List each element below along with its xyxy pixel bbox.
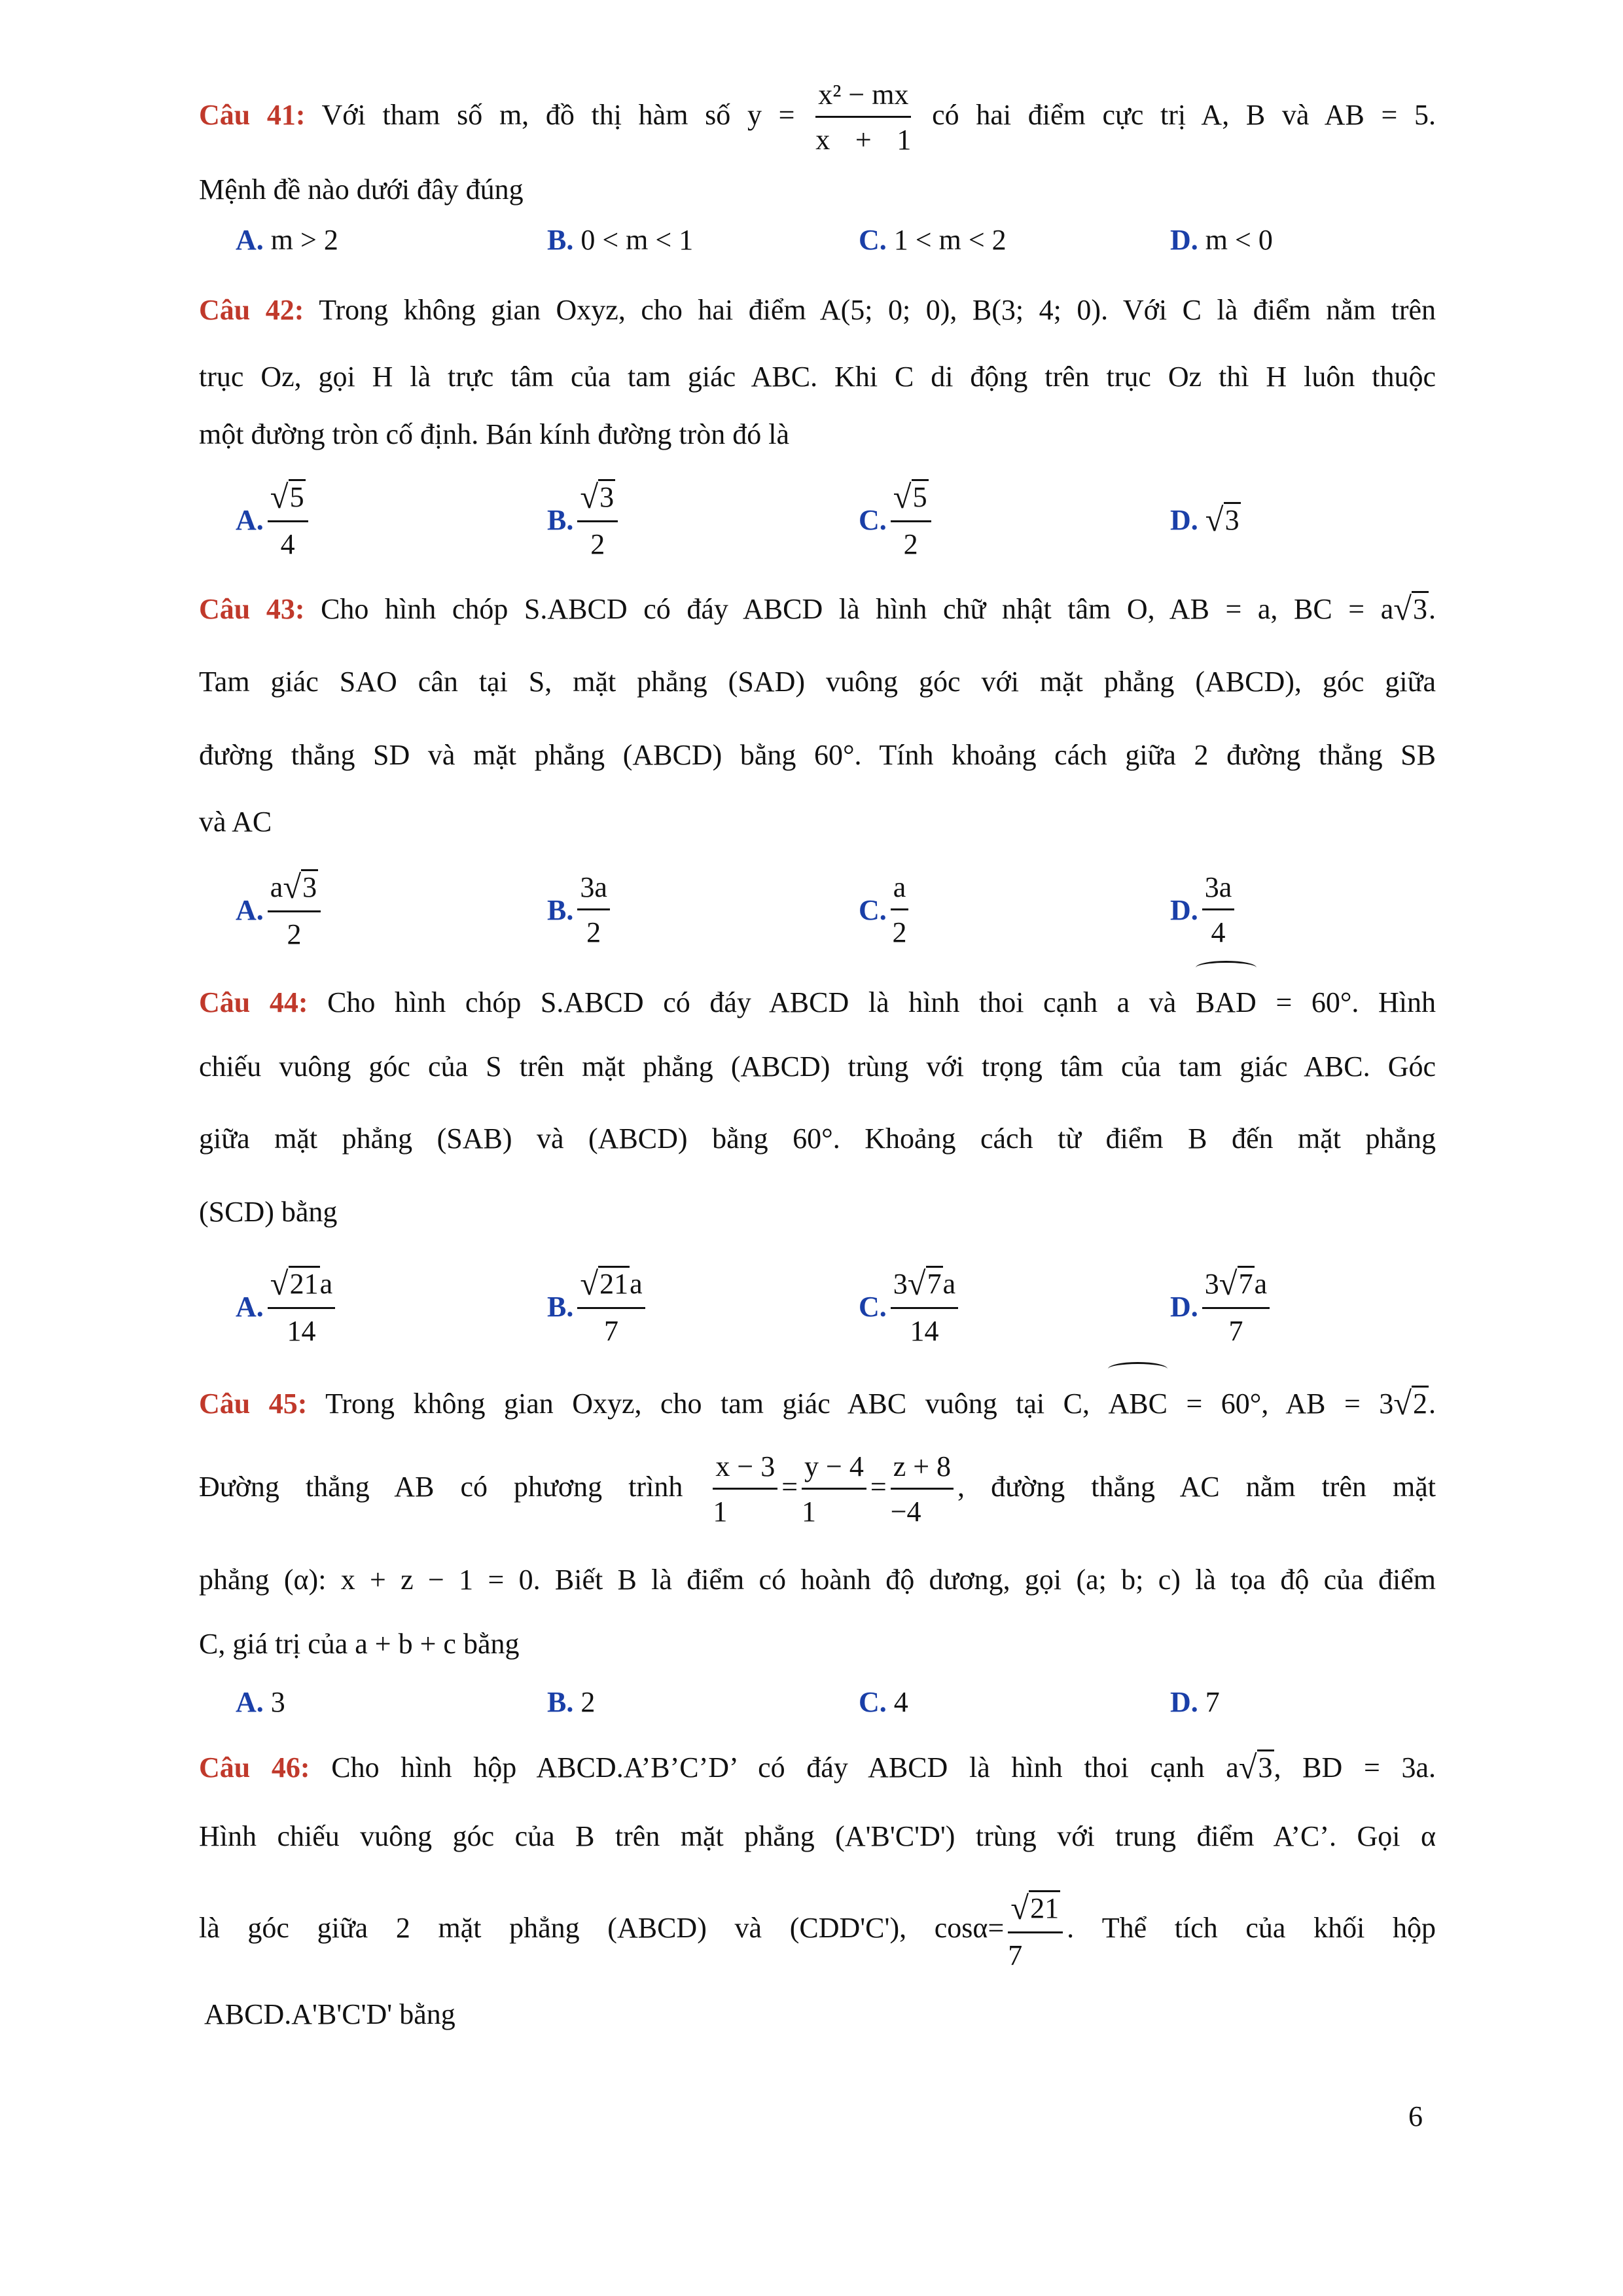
option-fraction: $\frac{3a}{2}$	[577, 873, 610, 947]
q45-label: Câu 45:	[199, 1388, 308, 1420]
option-fraction: $\frac{a√3}{2}$	[268, 870, 321, 949]
q45-eq-frac-x: $\frac{x - 3}{1}$	[713, 1452, 777, 1526]
q44-options	[236, 1261, 1446, 1352]
q42-line2: trục Oz, gọi H là trực tâm của tam giác ABC. Khi C di động trên trục Oz thì H luôn thuộc	[199, 361, 1436, 393]
q42-option-a[interactable]	[236, 474, 312, 565]
q42-options	[236, 474, 1446, 565]
q41-text-2: có hai điểm cực trị A, B và AB = 5.	[932, 99, 1436, 131]
q46-line1	[199, 1734, 1436, 1800]
option-letter: C.	[859, 1685, 887, 1718]
q45-line1-text: Trong không gian Oxyz, cho tam giác ABC vuông tại C, ABC = 60°, AB = 3√2.	[325, 1388, 1436, 1420]
q44-line3: giữa mặt phẳng (SAB) và (ABCD) bằng 60°. Khoảng cách từ điểm B đến mặt phẳng	[199, 1122, 1436, 1155]
q42-option-c[interactable]	[859, 474, 935, 565]
q46-line1-text: Cho hình hộp ABCD.A’B’C’D’ có đáy ABCD là hình thoi cạnh a√3, BD = 3a.	[331, 1749, 1436, 1785]
q43-option-c[interactable]	[859, 864, 912, 956]
option-text: 2	[580, 1685, 596, 1718]
q42-line1-text: Trong không gian Oxyz, cho hai điểm A(5; 0; 0), B(3; 4; 0). Với C là điểm nằm trên	[319, 294, 1436, 326]
denominator: 2	[590, 528, 605, 560]
q43-option-b[interactable]	[547, 864, 614, 956]
option-letter: D.	[1170, 223, 1198, 256]
q44-line4: (SCD) bằng	[199, 1196, 338, 1228]
option-text: 0 < m < 1	[580, 223, 694, 256]
option-letter: A.	[236, 223, 264, 256]
denominator: 4	[280, 528, 295, 560]
denominator: 2	[903, 528, 918, 560]
q45-line1	[199, 1371, 1436, 1436]
option-fraction: $\frac{√3}{2}$	[577, 480, 618, 559]
option-fraction: $\frac{√21a}{7}$	[577, 1267, 645, 1346]
option-letter: A.	[236, 893, 264, 926]
q46-line2: Hình chiếu vuông góc của B trên mặt phẳng (A'B'C'D') trùng với trung điểm A’C’. Gọi α	[199, 1820, 1436, 1852]
option-letter: B.	[547, 223, 574, 256]
page-number: 6	[1408, 2100, 1423, 2132]
option-fraction: $\frac{3√7a}{14}$	[891, 1267, 958, 1346]
option-letter: A.	[236, 1290, 264, 1323]
option-letter: C.	[859, 1290, 887, 1323]
q45-line2: Đường thẳng AB có phương trình $\frac{x - 3}{1}$ = $\frac{y - 4}{1}$ = $\frac{z + 8}{-4}$ , đường thẳng AC nằm trên mặt	[199, 1450, 1436, 1528]
q45-option-b[interactable]	[547, 1669, 595, 1734]
option-fraction: $\frac{3√7a}{7}$	[1202, 1267, 1270, 1346]
angle-abc: ABC	[1108, 1371, 1167, 1437]
q45-line4: C, giá trị của a + b + c bằng	[199, 1628, 520, 1660]
q45-option-d[interactable]	[1170, 1669, 1220, 1734]
option-text: 1 < m < 2	[893, 223, 1007, 256]
option-fraction: $\frac{a}{2}$	[891, 873, 909, 947]
q46-line3: là góc giữa 2 mặt phẳng (ABCD) và (CDD'C'), cosα= $\frac{√21}{7}$ . Thể tích của khối hộp	[199, 1890, 1436, 1971]
option-fraction: $\frac{√21a}{14}$	[268, 1267, 335, 1346]
q41-options	[236, 200, 1446, 279]
q41-text-1: Với tham số m, đồ thị hàm số	[321, 99, 731, 131]
option-letter: D.	[1170, 1685, 1198, 1718]
q45-line3: phẳng (α): x + z − 1 = 0. Biết B là điểm có hoành độ dương, gọi (a; b; c) là tọa độ của điểm	[199, 1564, 1436, 1596]
option-letter: A.	[236, 503, 264, 536]
q41-label: Câu 41:	[199, 99, 306, 131]
option-fraction: $\frac{√5}{4}$	[268, 480, 308, 559]
q44-line1-text: Cho hình chóp S.ABCD có đáy ABCD là hình thoi cạnh a và BAD = 60°. Hình	[327, 986, 1436, 1018]
q43-option-a[interactable]	[236, 864, 325, 956]
option-letter: C.	[859, 503, 887, 536]
q45-eq-frac-z: $\frac{z + 8}{-4}$	[891, 1452, 954, 1526]
option-letter: D.	[1170, 1290, 1198, 1323]
q41-line1	[199, 76, 1436, 154]
q44-option-b[interactable]	[547, 1261, 649, 1352]
q43-line1-text: Cho hình chóp S.ABCD có đáy ABCD là hình chữ nhật tâm O, AB = a, BC = a√3.	[321, 590, 1436, 627]
q46-label: Câu 46:	[199, 1751, 310, 1784]
q44-option-c[interactable]	[859, 1261, 962, 1352]
option-text: m < 0	[1205, 223, 1273, 256]
q44-line2: chiếu vuông góc của S trên mặt phẳng (ABCD) trùng với trọng tâm của tam giác ABC. Góc	[199, 1050, 1436, 1083]
q41-option-c[interactable]	[859, 200, 1007, 279]
q43-option-d[interactable]	[1170, 864, 1238, 956]
q44-option-a[interactable]	[236, 1261, 339, 1352]
q43-line4: và AC	[199, 806, 272, 838]
radicand: 3	[1224, 502, 1241, 536]
option-fraction: $\frac{3a}{4}$	[1202, 873, 1235, 947]
option-text: m > 2	[270, 223, 338, 256]
q43-line1	[199, 576, 1436, 641]
radicand: 3	[598, 479, 615, 513]
q42-line1	[199, 278, 1436, 343]
q42-line3: một đường tròn cố định. Bán kính đường tròn đó là	[199, 418, 790, 450]
q43-label: Câu 43:	[199, 593, 305, 625]
option-letter: B.	[547, 503, 574, 536]
option-letter: B.	[547, 893, 574, 926]
option-letter: D.	[1170, 503, 1198, 536]
q41-option-a[interactable]	[236, 200, 338, 279]
q41-frac-den: x + 1	[815, 124, 912, 156]
q45-option-a[interactable]	[236, 1669, 285, 1734]
q42-label: Câu 42:	[199, 294, 304, 326]
q43-line3: đường thẳng SD và mặt phẳng (ABCD) bằng 60°. Tính khoảng cách giữa 2 đường thẳng SB	[199, 739, 1436, 771]
option-letter: C.	[859, 893, 887, 926]
q42-option-d[interactable]: D. √3	[1170, 501, 1240, 538]
q46-line4: ABCD.A'B'C'D' bằng	[204, 1998, 455, 2030]
q41-option-b[interactable]	[547, 200, 693, 279]
q43-line2: Tam giác SAO cân tại S, mặt phẳng (SAD) vuông góc với mặt phẳng (ABCD), góc giữa	[199, 666, 1436, 698]
radicand: 5	[912, 479, 929, 513]
q46-cos-fraction: $\frac{√21}{7}$	[1008, 1892, 1063, 1970]
option-text: 4	[893, 1685, 908, 1718]
option-text: 3	[270, 1685, 285, 1718]
q41-y: y =	[747, 99, 795, 131]
option-letter: C.	[859, 223, 887, 256]
q44-option-d[interactable]	[1170, 1261, 1274, 1352]
option-fraction: $\frac{√5}{2}$	[891, 480, 931, 559]
q43-options	[236, 864, 1446, 956]
q45-eq-frac-y: $\frac{y - 4}{1}$	[802, 1452, 866, 1526]
q44-label: Câu 44:	[199, 986, 308, 1018]
option-letter: A.	[236, 1685, 264, 1718]
q42-option-b[interactable]	[547, 474, 622, 565]
angle-bad: BAD	[1196, 970, 1257, 1035]
q44-line1	[199, 970, 1436, 1035]
q41-line2: Mệnh đề nào dưới đây đúng	[199, 173, 524, 206]
q41-fraction	[815, 81, 911, 154]
option-letter: D.	[1170, 893, 1198, 926]
option-letter: B.	[547, 1685, 574, 1718]
option-text: 7	[1205, 1685, 1220, 1718]
q41-frac-num: x² − mx	[815, 81, 911, 118]
q41-option-d[interactable]	[1170, 200, 1273, 279]
q45-option-c[interactable]	[859, 1669, 908, 1734]
q45-options	[236, 1669, 1446, 1734]
option-letter: B.	[547, 1290, 574, 1323]
radicand: 5	[289, 479, 306, 513]
